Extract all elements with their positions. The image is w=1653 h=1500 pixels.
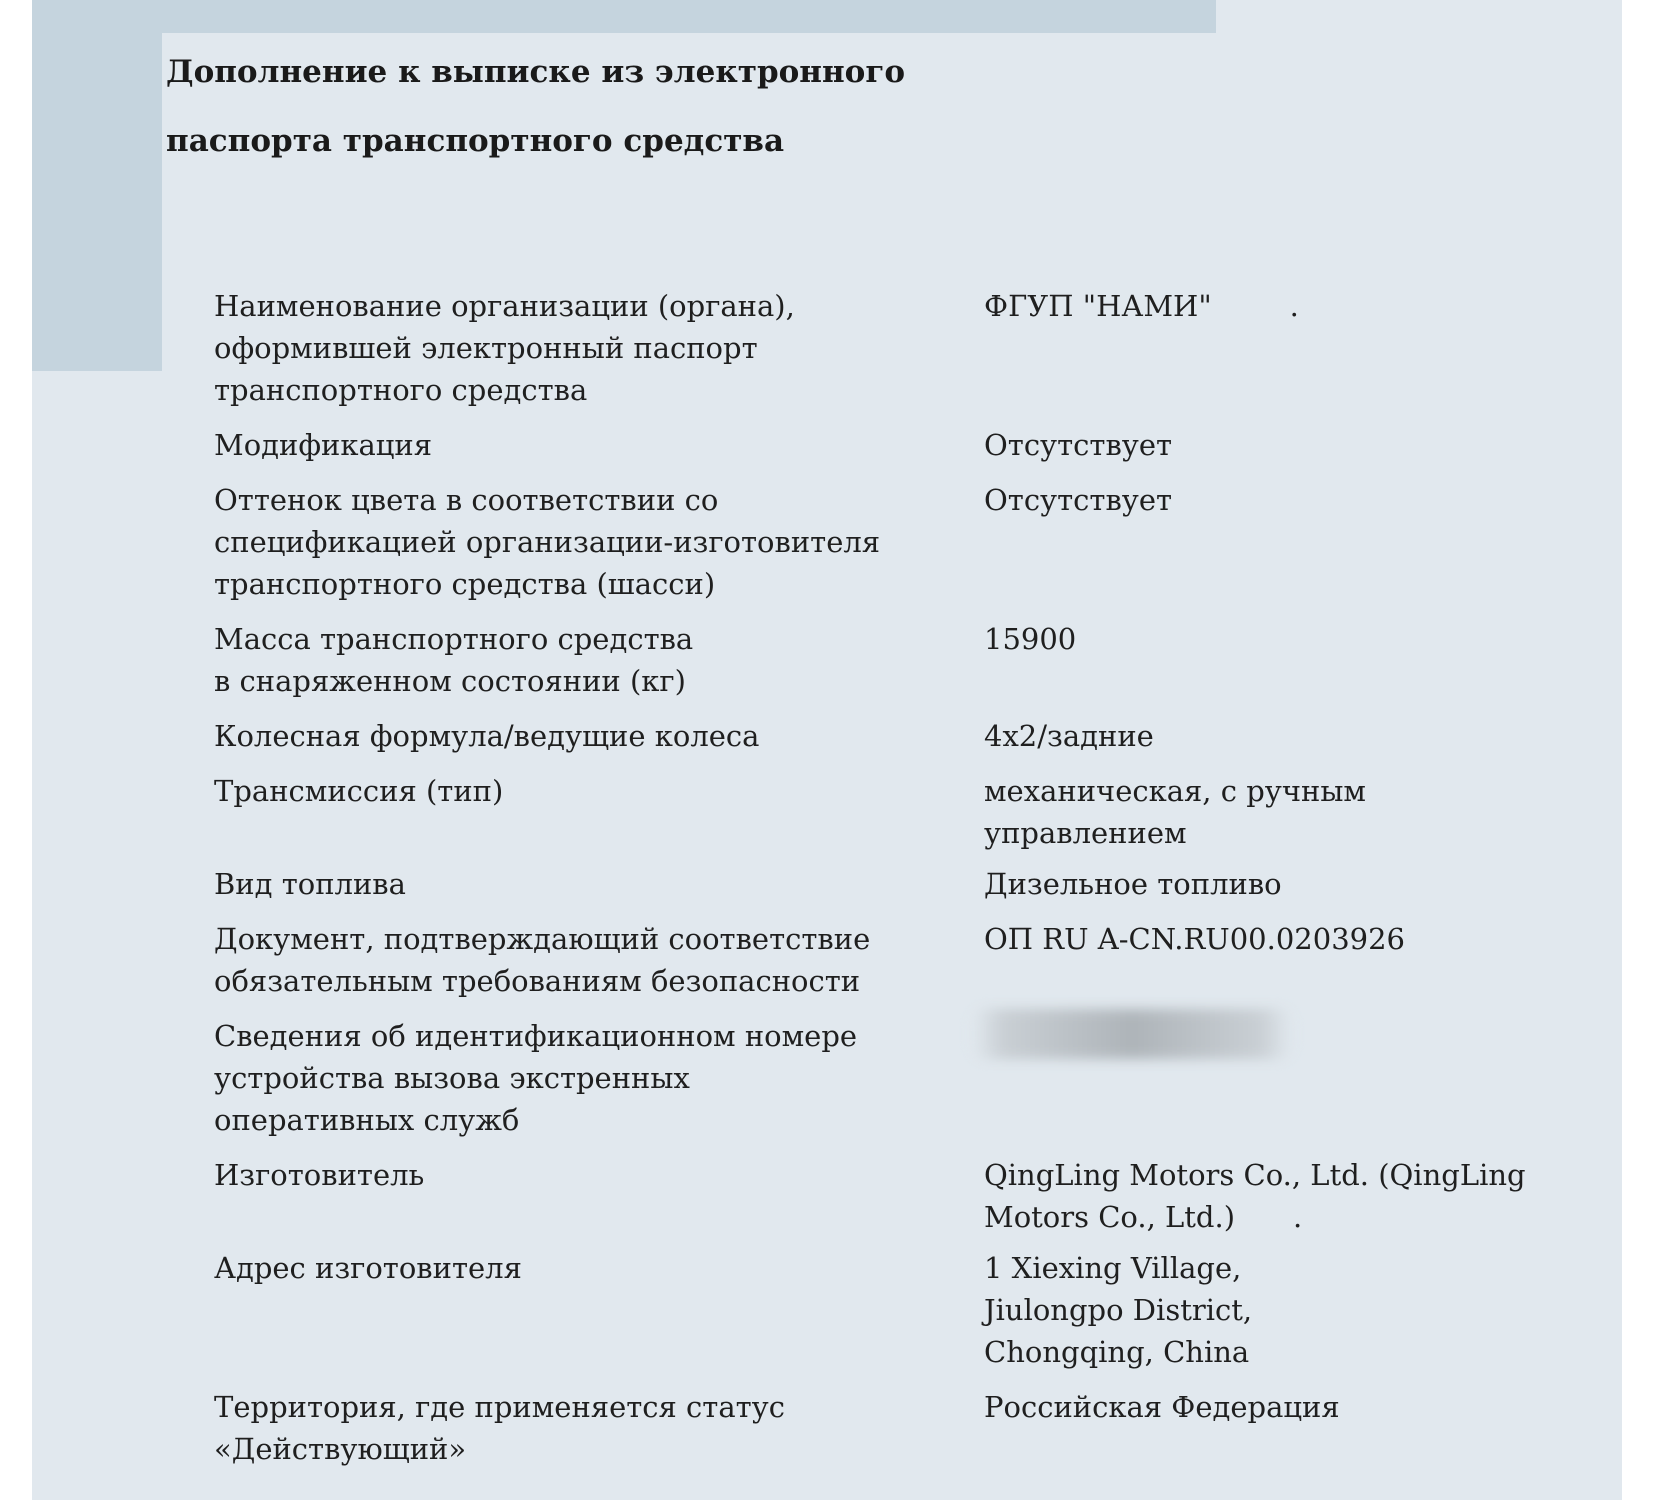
- row-label: Оттенок цвета в соответствии со спецификацией организации-изготовителя транспортного средства (шасси): [214, 483, 881, 601]
- row-label: Сведения об идентификационном номере устройства вызова экстренных оперативных служб: [214, 1019, 858, 1137]
- row-value: Российская Федерация: [984, 1390, 1340, 1424]
- row-value: 15900: [984, 622, 1077, 656]
- redacted-value: [972, 1009, 1292, 1059]
- row-label: Колесная формула/ведущие колеса: [214, 719, 760, 753]
- left-decor-block: [32, 33, 162, 371]
- row-transmission: [214, 770, 1554, 854]
- row-label: Трансмиссия (тип): [214, 774, 504, 808]
- row-curb-weight: [214, 618, 1554, 702]
- row-label: Вид топлива: [214, 867, 406, 901]
- row-value: Отсутствует: [984, 428, 1173, 462]
- row-value: механическая, с ручным управлением: [984, 774, 1366, 850]
- row-value: 4x2/задние: [984, 719, 1154, 753]
- row-label: Адрес изготовителя: [214, 1251, 522, 1285]
- row-label: Наименование организации (органа), оформившей электронный паспорт транспортного средства: [214, 289, 795, 407]
- row-value: Дизельное топливо: [984, 867, 1282, 901]
- document-title-line-1: Дополнение к выписке из электронного: [166, 54, 906, 90]
- row-value: ОП RU A-CN.RU00.0203926: [984, 922, 1405, 956]
- row-manufacturer-address: [214, 1247, 1554, 1373]
- row-label: Модификация: [214, 428, 433, 462]
- row-wheel-formula: [214, 715, 1554, 757]
- row-emergency-device-id: [214, 1015, 1554, 1141]
- row-status-territory: [214, 1386, 1554, 1470]
- issuing-organization-value: ФГУП "НАМИ": [984, 289, 1212, 323]
- row-issuing-organization: [214, 285, 1554, 411]
- document-title: [166, 38, 1166, 176]
- row-value: QingLing Motors Co., Ltd. (QingLing Motors Co., Ltd.) .: [984, 1158, 1526, 1234]
- top-band: [32, 0, 1216, 33]
- row-label: Изготовитель: [214, 1158, 425, 1192]
- row-label: Территория, где применяется статус «Действующий»: [214, 1390, 785, 1466]
- row-color-shade: [214, 479, 1554, 605]
- row-value: 1 Xiexing Village, Jiulongpo District, Chongqing, China: [984, 1251, 1253, 1369]
- row-value: [984, 1015, 1554, 1141]
- row-value: Отсутствует: [984, 483, 1173, 517]
- trailing-dot: .: [1289, 289, 1299, 323]
- row-value: [984, 285, 1554, 411]
- row-conformity-document: [214, 918, 1554, 1002]
- row-label: Документ, подтверждающий соответствие обязательным требованиям безопасности: [214, 922, 871, 998]
- vehicle-info-table: [214, 285, 1554, 1470]
- row-fuel-type: [214, 863, 1554, 905]
- row-modification: [214, 424, 1554, 466]
- document-title-line-2: паспорта транспортного средства: [166, 123, 785, 159]
- row-label: Масса транспортного средства в снаряженном состоянии (кг): [214, 622, 694, 698]
- row-manufacturer: [214, 1154, 1554, 1238]
- trailing-dot: .: [1293, 1200, 1303, 1234]
